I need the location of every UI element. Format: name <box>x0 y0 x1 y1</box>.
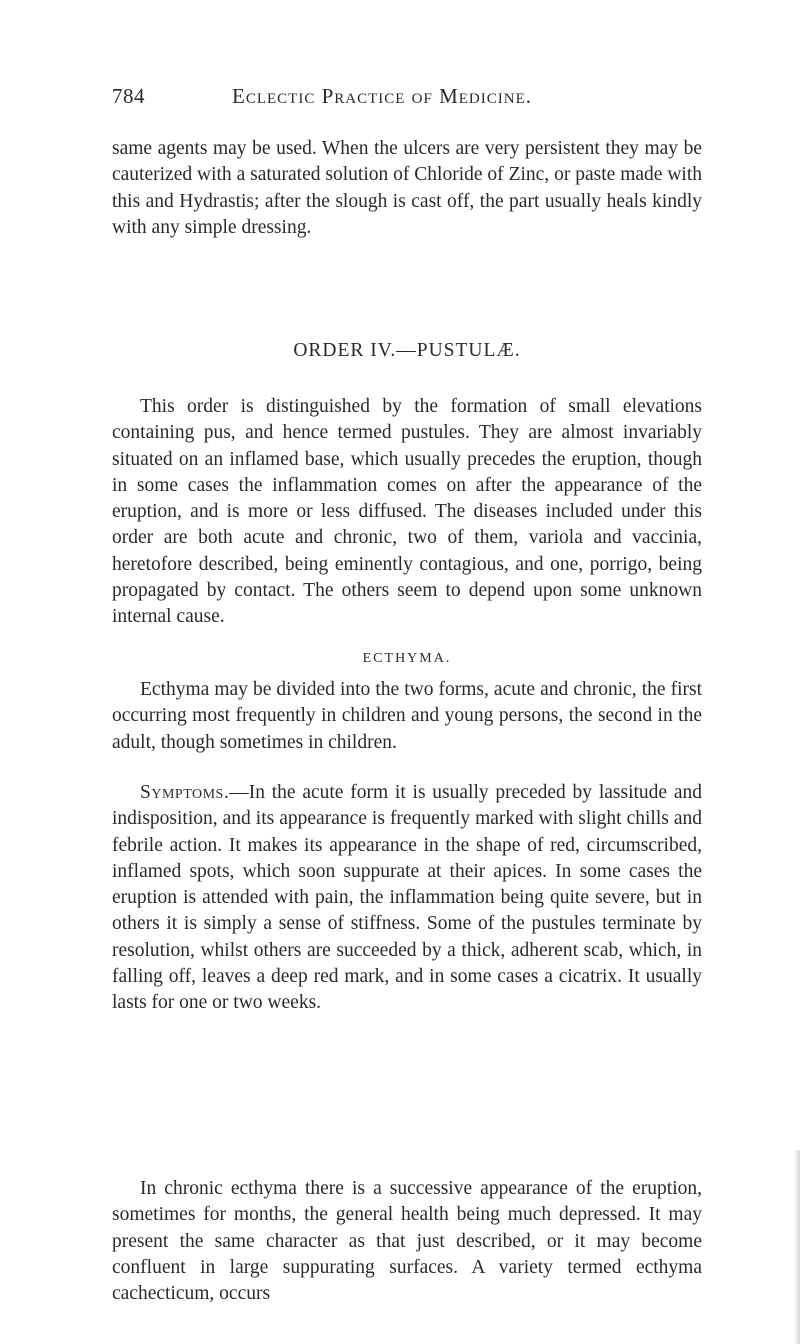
symptoms-text: —In the acute form it is usually preceded by lassitude and indisposition, and its appearance is frequently marked with slight chills and febrile action. It makes its appearance in the shape of red, circumscribed, inflamed spots, which soon suppurate at their apices. In some cases the eruption is attended with pain, the inflammation being quite severe, but in others it is simply a sense of stiffness. Some of the pustules terminate by resolution, whilst others are succeeded by a thick, adherent scab, which, in falling off, leaves a deep red mark, and in some cases a cicatrix. It usually lasts for one or two weeks. <box>112 782 702 1014</box>
page-edge-shadow <box>794 1150 800 1344</box>
symptoms-label: Symptoms. <box>140 782 230 803</box>
ecthyma-heading: ECTHYMA. <box>362 651 452 666</box>
running-title: Eclectic Practice of Medicine. <box>232 84 533 108</box>
chronic-ecthyma-paragraph: In chronic ecthyma there is a successive appearance of the eruption, sometimes for months, the general health being much depressed. It may present the same character as that just described, or it may become confluent in large suppurating surfaces. A variety termed ecthyma cachecticum, occurs <box>112 1178 702 1305</box>
ecthyma-intro-paragraph: Ecthyma may be divided into the two forms, acute and chronic, the first occurring most frequently in children and young persons, the second in the adult, though sometimes in children. <box>112 679 702 753</box>
continuation-paragraph: same agents may be used. When the ulcers are very persistent they may be cauterized with a saturated solution of Chloride of Zinc, or paste made with this and Hydrastis; after the slough is cast off, the part usually heals kindly with any simple dressing. <box>112 138 702 238</box>
order-heading: ORDER IV.—PUSTULÆ. <box>293 340 521 361</box>
running-head <box>112 84 702 114</box>
symptoms-paragraph <box>112 780 702 1017</box>
order-description-paragraph: This order is distinguished by the formation of small elevations containing pus, and hence termed pustules. They are almost invariably situated on an inflamed base, which usually precedes the eruption, though in some cases the inflammation comes on after the appearance of the eruption, and is more or less diffused. The diseases included under this order are both acute and chronic, two of them, variola and vaccinia, heretofore described, being eminently contagious, and one, porrigo, being propagated by contact. The others seem to depend upon some unknown internal cause. <box>112 396 702 628</box>
page-number: 784 <box>112 84 145 108</box>
